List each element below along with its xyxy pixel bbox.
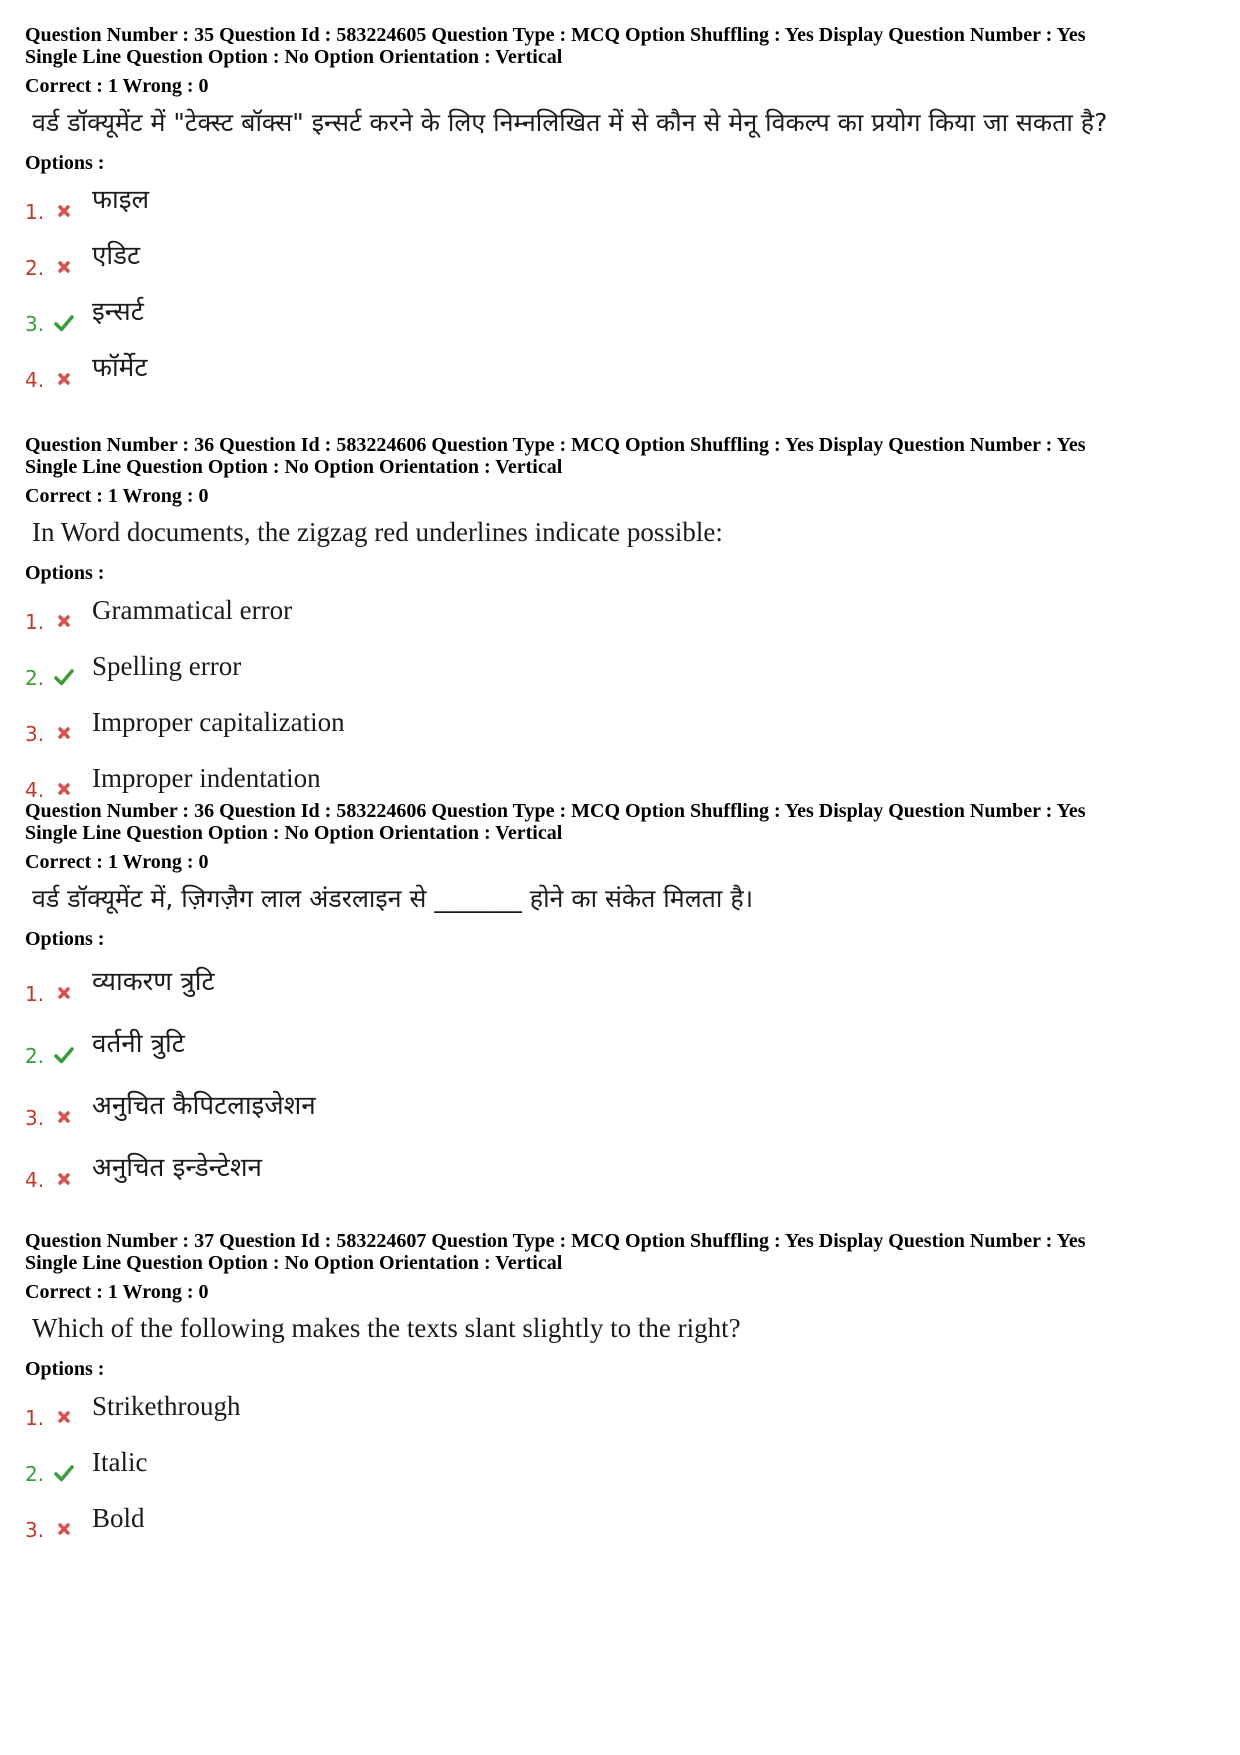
question-meta (25, 800, 1215, 844)
option-text: Improper capitalization (92, 707, 345, 737)
cross-icon (53, 778, 75, 800)
question-text: Which of the following makes the texts slant slightly to the right? (32, 1313, 741, 1343)
option-text: Improper indentation (92, 763, 321, 793)
option-item (25, 640, 1215, 696)
check-icon (53, 1044, 75, 1066)
option-item (25, 584, 1215, 640)
meta-line-1: Question Number : 35 Question Id : 583224605 Question Type : MCQ Option Shuffling : Yes Display Question Number : Yes (25, 24, 1086, 46)
meta-line-1: Question Number : 36 Question Id : 583224606 Question Type : MCQ Option Shuffling : Yes Display Question Number : Yes (25, 434, 1086, 456)
option-number: 2. (25, 1044, 45, 1068)
option-number: 3. (25, 1106, 45, 1130)
question-meta (25, 1230, 1215, 1274)
option-number: 3. (25, 722, 45, 746)
question-text: In Word documents, the zigzag red underlines indicate possible: (32, 517, 723, 547)
question-meta (25, 24, 1215, 68)
cross-icon (53, 722, 75, 744)
cross-icon (53, 256, 75, 278)
option-text: इन्सर्ट (92, 297, 144, 327)
option-number: 2. (25, 256, 45, 280)
option-number: 1. (25, 200, 45, 224)
option-item (25, 950, 1215, 1012)
question-block (25, 434, 1215, 808)
option-item (25, 342, 1215, 398)
score-line: Correct : 1 Wrong : 0 (25, 1281, 209, 1303)
cross-icon (53, 982, 75, 1004)
option-text: Grammatical error (92, 595, 293, 625)
option-text: एडिट (92, 241, 141, 271)
meta-line-1: Question Number : 36 Question Id : 583224606 Question Type : MCQ Option Shuffling : Yes Display Question Number : Yes (25, 800, 1086, 822)
score-line: Correct : 1 Wrong : 0 (25, 851, 209, 873)
option-text: Bold (92, 1503, 145, 1533)
question-block (25, 24, 1215, 398)
option-text: Strikethrough (92, 1391, 241, 1421)
options-label: Options : (25, 562, 105, 584)
question-text: वर्ड डॉक्यूमेंट में "टेक्स्ट बॉक्स" इन्सर्ट करने के लिए निम्नलिखित में से कौन से मेनू विकल्प का प्रयोग किया जा सकता है? (32, 108, 1108, 137)
option-number: 4. (25, 778, 45, 802)
cross-icon (53, 610, 75, 632)
cross-icon (53, 368, 75, 390)
score-line: Correct : 1 Wrong : 0 (25, 485, 209, 507)
option-item (25, 1436, 1215, 1492)
option-list (25, 584, 1215, 808)
cross-icon (53, 1518, 75, 1540)
option-number: 3. (25, 312, 45, 336)
cross-icon (53, 1406, 75, 1428)
question-block (25, 1230, 1215, 1548)
option-number: 1. (25, 1406, 45, 1430)
option-number: 3. (25, 1518, 45, 1542)
meta-line-2: Single Line Question Option : No Option Orientation : Vertical (25, 1252, 563, 1274)
option-number: 2. (25, 666, 45, 690)
option-text: Spelling error (92, 651, 242, 681)
option-number: 4. (25, 1168, 45, 1192)
option-item (25, 696, 1215, 752)
question-meta (25, 434, 1215, 478)
option-item (25, 1380, 1215, 1436)
check-icon (53, 312, 75, 334)
option-number: 1. (25, 610, 45, 634)
option-item (25, 174, 1215, 230)
meta-line-2: Single Line Question Option : No Option Orientation : Vertical (25, 456, 563, 478)
question-block (25, 800, 1215, 1198)
option-number: 4. (25, 368, 45, 392)
option-text: व्याकरण त्रुटि (92, 967, 215, 997)
option-list (25, 1380, 1215, 1548)
cross-icon (53, 1168, 75, 1190)
option-text: फॉर्मेट (92, 353, 148, 383)
option-list (25, 174, 1215, 398)
meta-line-1: Question Number : 37 Question Id : 583224607 Question Type : MCQ Option Shuffling : Yes Display Question Number : Yes (25, 1230, 1086, 1252)
score-line: Correct : 1 Wrong : 0 (25, 75, 209, 97)
option-text: फाइल (92, 185, 150, 215)
option-number: 1. (25, 982, 45, 1006)
option-item (25, 1136, 1215, 1198)
option-number: 2. (25, 1462, 45, 1486)
check-icon (53, 666, 75, 688)
check-icon (53, 1462, 75, 1484)
option-text: वर्तनी त्रुटि (92, 1029, 185, 1059)
options-label: Options : (25, 1358, 105, 1380)
option-item (25, 1074, 1215, 1136)
meta-line-2: Single Line Question Option : No Option Orientation : Vertical (25, 822, 563, 844)
options-label: Options : (25, 152, 105, 174)
question-text: वर्ड डॉक्यूमेंट में, ज़िगज़ैग लाल अंडरलाइन से _______ होने का संकेत मिलता है। (32, 884, 754, 913)
meta-line-2: Single Line Question Option : No Option Orientation : Vertical (25, 46, 563, 68)
option-item (25, 230, 1215, 286)
cross-icon (53, 200, 75, 222)
option-item (25, 1012, 1215, 1074)
option-item (25, 286, 1215, 342)
option-item (25, 1492, 1215, 1548)
option-text: अनुचित इन्डेन्टेशन (92, 1153, 262, 1183)
option-list (25, 950, 1215, 1198)
cross-icon (53, 1106, 75, 1128)
option-text: अनुचित कैपिटलाइजेशन (92, 1091, 316, 1121)
option-text: Italic (92, 1447, 148, 1477)
options-label: Options : (25, 928, 105, 950)
